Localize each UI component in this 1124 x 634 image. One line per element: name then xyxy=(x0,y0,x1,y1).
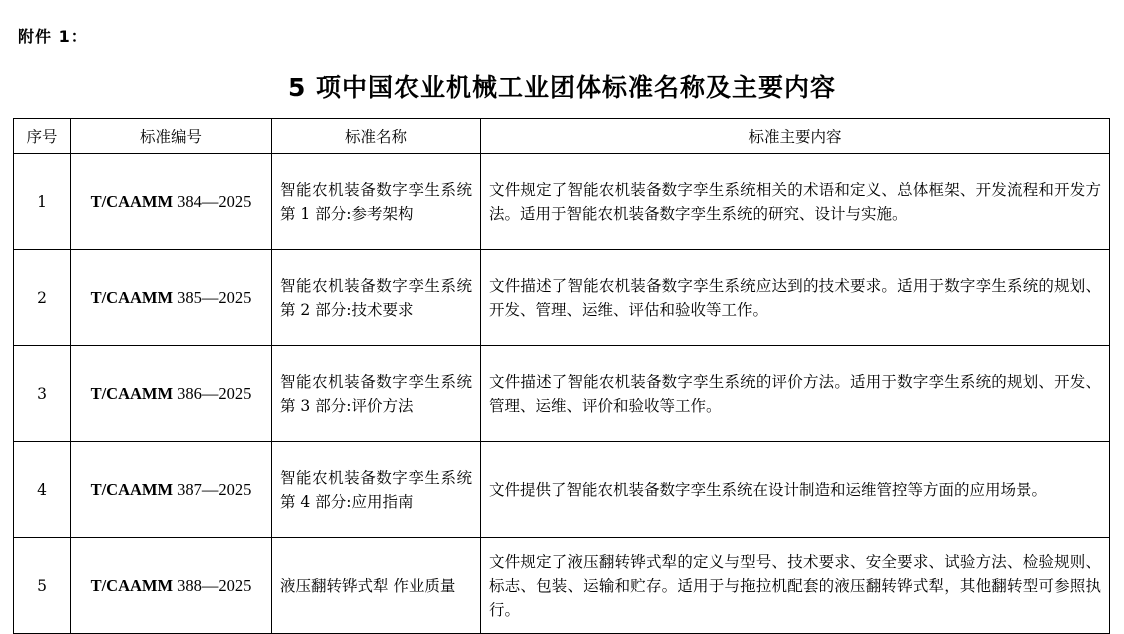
row-standard-name: 智能农机装备数字孪生系统 第 3 部分:评价方法 xyxy=(272,346,481,442)
standard-code-prefix: T/CAAMM xyxy=(90,191,174,211)
row-seq: 5 xyxy=(14,538,71,634)
standard-code-prefix: T/CAAMM xyxy=(90,383,174,403)
standard-code-prefix: T/CAAMM xyxy=(90,575,174,595)
row-standard-code xyxy=(71,346,272,442)
standards-table xyxy=(13,118,1110,634)
row-standard-content: 文件描述了智能农机装备数字孪生系统应达到的技术要求。适用于数字孪生系统的规划、开发、管理、运维、评估和验收等工作。 xyxy=(481,250,1110,346)
row-standard-name: 智能农机装备数字孪生系统 第 1 部分:参考架构 xyxy=(272,154,481,250)
header-name: 标准名称 xyxy=(272,119,481,154)
row-standard-name: 智能农机装备数字孪生系统 第 4 部分:应用指南 xyxy=(272,442,481,538)
header-seq: 序号 xyxy=(14,119,71,154)
table-row xyxy=(14,346,1110,442)
row-seq: 1 xyxy=(14,154,71,250)
row-standard-name: 液压翻转铧式犁 作业质量 xyxy=(272,538,481,634)
document-title: 5 项中国农业机械工业团体标准名称及主要内容 xyxy=(287,73,837,102)
row-standard-name: 智能农机装备数字孪生系统 第 2 部分:技术要求 xyxy=(272,250,481,346)
row-standard-code xyxy=(71,250,272,346)
standard-code-prefix: T/CAAMM xyxy=(90,287,174,307)
row-seq: 3 xyxy=(14,346,71,442)
standard-code-number: 384—2025 xyxy=(173,191,252,211)
standard-code-number: 386—2025 xyxy=(173,383,252,403)
row-seq: 4 xyxy=(14,442,71,538)
standard-code-prefix: T/CAAMM xyxy=(90,479,174,499)
table-row xyxy=(14,250,1110,346)
header-content: 标准主要内容 xyxy=(481,119,1110,154)
row-seq: 2 xyxy=(14,250,71,346)
row-standard-content: 文件规定了智能农机装备数字孪生系统相关的术语和定义、总体框架、开发流程和开发方法。适用于智能农机装备数字孪生系统的研究、设计与实施。 xyxy=(481,154,1110,250)
standard-code-number: 388—2025 xyxy=(173,575,252,595)
header-code: 标准编号 xyxy=(71,119,272,154)
row-standard-code xyxy=(71,538,272,634)
table-row xyxy=(14,154,1110,250)
table-row xyxy=(14,442,1110,538)
standard-code-number: 387—2025 xyxy=(173,479,252,499)
row-standard-content: 文件提供了智能农机装备数字孪生系统在设计制造和运维管控等方面的应用场景。 xyxy=(481,442,1110,538)
attachment-label: 附件 1： xyxy=(18,27,88,46)
table-header-row xyxy=(14,119,1110,154)
row-standard-content: 文件描述了智能农机装备数字孪生系统的评价方法。适用于数字孪生系统的规划、开发、管理、运维、评价和验收等工作。 xyxy=(481,346,1110,442)
standard-code-number: 385—2025 xyxy=(173,287,252,307)
row-standard-code xyxy=(71,154,272,250)
row-standard-code xyxy=(71,442,272,538)
table-row xyxy=(14,538,1110,634)
row-standard-content: 文件规定了液压翻转铧式犁的定义与型号、技术要求、安全要求、试验方法、检验规则、标志、包装、运输和贮存。适用于与拖拉机配套的液压翻转铧式犁，其他翻转型可参照执行。 xyxy=(481,538,1110,634)
